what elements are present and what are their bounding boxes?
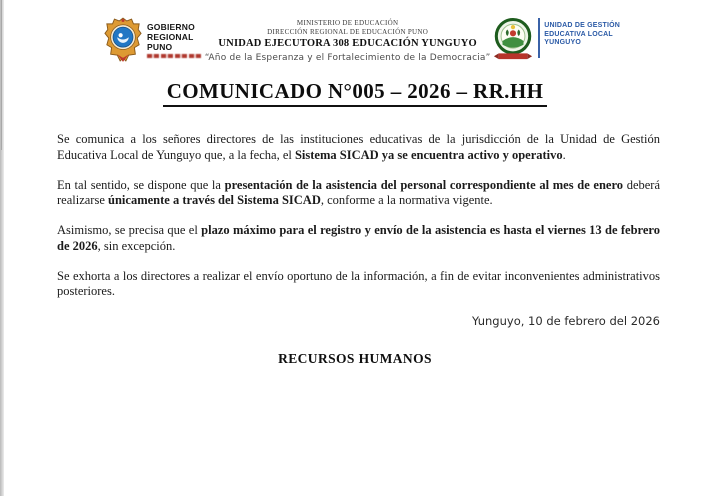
gobierno-regional-logo (104, 16, 203, 64)
paragraph: Asimismo, se precisa que el plazo máximo para el registro y envío de la asistencia es hasta el viernes 13 de febrero de 2026, sin excepción. (57, 223, 660, 253)
paragraph: Se comunica a los señores directores de las instituciones educativas de la jurisdicción de la Unidad de Gestión Educativa Local de Yunguyo que, a la fecha, el Sistema SICAD ya se encuentra activo y operativo. (57, 132, 660, 162)
year-motto: “Año de la Esperanza y el Fortalecimiento de la Democracia” (204, 53, 491, 63)
gobierno-tagline-illegible (147, 54, 203, 58)
ugel-line-3: YUNGUYO (544, 39, 582, 46)
puno-line: PUNO (147, 42, 173, 52)
regional-direction-line: DIRECCIÓN REGIONAL DE EDUCACIÓN PUNO (267, 27, 429, 36)
letterhead (0, 0, 710, 64)
ugel-yunguyo-logo (492, 16, 620, 64)
document-title: COMUNICADO N°005 – 2026 – RR.HH (163, 79, 548, 107)
logo-divider (538, 18, 540, 58)
ugel-seal-icon (492, 16, 534, 64)
regional-line: REGIONAL (147, 32, 194, 42)
page-left-edge-line (1, 0, 2, 150)
puno-crest-icon (104, 16, 142, 64)
signature-office: RECURSOS HUMANOS (278, 351, 432, 366)
ugel-line-2: EDUCATIVA LOCAL (544, 30, 613, 38)
gobierno-regional-text (147, 16, 203, 58)
ministry-line: MINISTERIO DE EDUCACIÓN (296, 19, 399, 27)
letterhead-center (203, 16, 492, 63)
paragraph: Se exhorta a los directores a realizar el envío oportuno de la información, a fin de evitar inconvenientes administrativos posteriores. (57, 268, 660, 298)
ugel-line-1: UNIDAD DE GESTIÓN (544, 22, 620, 29)
paragraph: En tal sentido, se dispone que la presentación de la asistencia del personal correspondiente al mes de enero deberá realizarse únicamente a través del Sistema SICAD, conforme a la normativa vigente. (57, 177, 661, 207)
body-paragraphs (57, 132, 660, 300)
gobierno-line: GOBIERNO (147, 22, 195, 32)
title-row (0, 79, 710, 107)
executing-unit-line: UNIDAD EJECUTORA 308 EDUCACIÓN YUNGUYO (218, 38, 477, 49)
ugel-text (544, 16, 620, 48)
date-line: Yunguyo, 10 de febrero del 2026 (472, 314, 660, 328)
